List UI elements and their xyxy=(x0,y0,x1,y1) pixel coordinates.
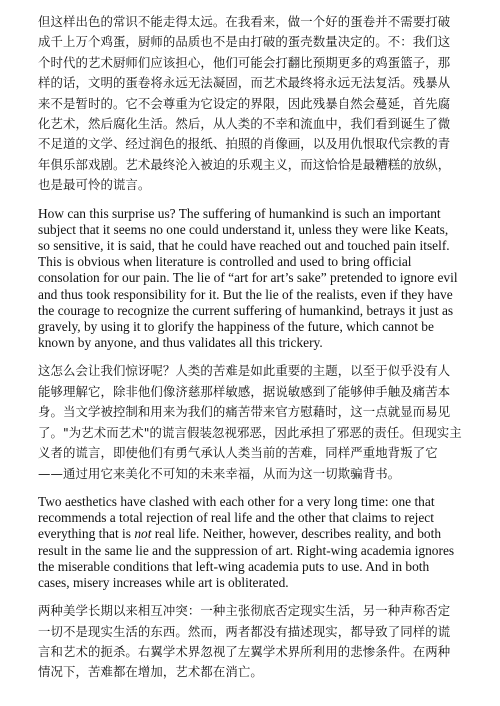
paragraph-english-2-tail: real life. Neither, however, describes reality, and both result in the same lie and the suppression of art. Right-wing academia ignores the miserable conditions that left-wing academia puts to use. And in both cases, misery increases while art is obliterated. xyxy=(38,526,455,590)
paragraph-chinese-2: 这怎么会让我们惊讶呢？人类的苦难是如此重要的主题，以至于似乎没有人能够理解它，除非他们像济慈那样敏感，据说敏感到了能够伸手触及痛苦本身。当文学被控制和用来为我们的痛苦带来官方慰藉时，这一点就显而易见了。"为艺术而艺术"的谎言假装忽视邪恶，因此承担了邪恶的责任。但现实主义者的谎言，即使他们有勇气承认人类当前的苦难，同样严重地背叛了它——通过用它来美化不可知的未来幸福，从而为这一切欺骗背书。 xyxy=(38,363,462,481)
paragraph-english-1: How can this surprise us? The suffering of humankind is such an important subject that it seems no one could understand it, unless they were like Keats, so sensitive, it is said, that he could have reached out and touched pain itself. This is obvious when literature is controlled and used to bring official consolation for our pain. The lie of “art for art’s sake” pretended to ignore evil and thus took responsibility for it. But the lie of the realists, even if they have the courage to recognize the current suffering of humankind, betrays it just as gravely, by using it to glorify the happiness of the future, which cannot be known by anyone, and thus validates all this trickery. xyxy=(38,205,458,351)
paragraph-english-2-lead: Two aesthetics have clashed with each other for a very long time: one that recommends a total rejection of real life and the other that claims to reject everything that is xyxy=(38,493,435,542)
paragraph-english-2 xyxy=(38,494,462,591)
emphasis-not: not xyxy=(134,526,152,542)
paragraph-chinese-3: 两种美学长期以来相互冲突：一种主张彻底否定现实生活，另一种声称否定一切不是现实生活的东西。然而，两者都没有描述现实，都导致了同样的谎言和艺术的扼杀。右翼学术界忽视了左翼学术界所利用的悲惨条件。在两种情况下，苦难都在增加，艺术都在消亡。 xyxy=(38,603,451,680)
paragraph-chinese-1: 但这样出色的常识不能走得太远。在我看来，做一个好的蛋卷并不需要打破成千上万个鸡蛋，厨师的品质也不是由打破的蛋壳数量决定的。不：我们这个时代的艺术厨师们应该担心，他们可能会打翻比预期更多的鸡蛋篮子，那样的话，文明的蛋卷将永远无法凝固，而艺术最终将永远无法复活。残暴从来不是暂时的。它不会尊重为它设定的界限，因此残暴自然会蔓延，首先腐化艺术，然后腐化生活。然后，从人类的不幸和流血中，我们看到诞生了微不足道的文学、经过润色的报纸、拍照的肖像画，以及用仇恨取代宗教的青年俱乐部戏剧。艺术最终沦入被迫的乐观主义，而这恰恰是最糟糕的放纵，也是最可怜的谎言。 xyxy=(38,14,451,193)
